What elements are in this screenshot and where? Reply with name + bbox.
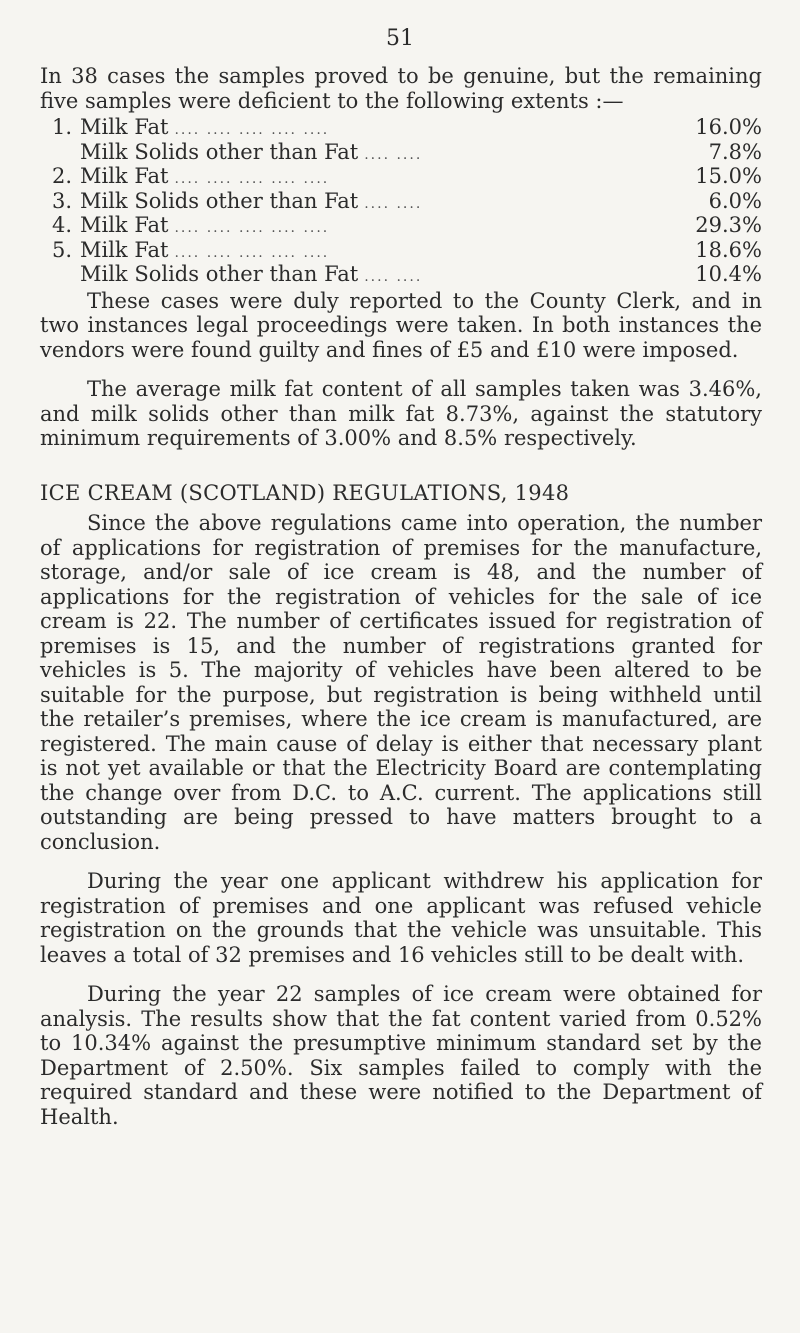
dot-leader: .... .... .... .... .... [174, 220, 330, 236]
since-paragraph: Since the above regulations came into operation, the number of applications for registration of premises for the manufacture, storage, and/or sale of ice cream is 48, and the number of applications for the registration of vehicles for the sale of ice cream is 22. The number of certificates issued for registration of premises is 15, and the number of registrations granted for vehicles is 5. The majority of vehicles have been altered to be suitable for the purpose, but registration is being withheld until the retailer’s premises, where the ice cream is manufactured, are registered. The main cause of delay is either that necessary plant is not yet available or that the Electricity Board are contemplating the change over from D.C. to A.C. current. The applications still outstanding are being pressed to have matters brought to a conclusion. [40, 511, 762, 854]
dot-leader: .... .... [364, 195, 423, 212]
page-number: 51 [386, 26, 414, 51]
document-body [40, 64, 762, 1129]
withdrew-paragraph: During the year one applicant withdrew his application for registration of premises and one applicant was refused vehicle registration on the grounds that the vehicle was unsuitable. This leaves a total of 32 premises and 16 vehicles still to be dealt with. [40, 869, 762, 967]
dot-leader: .... .... .... .... .... [174, 171, 330, 187]
sample-label: Milk Solids other than Fat [80, 262, 359, 286]
sample-number: 5. [51, 237, 72, 262]
deficient-samples-list [40, 115, 762, 287]
sample-label: Milk Fat [80, 237, 169, 262]
sample-row [40, 140, 762, 165]
sample-number: 1. [51, 115, 72, 139]
sample-label: Milk Solids other than Fat [80, 188, 359, 213]
sample-label: Milk Fat [80, 164, 169, 188]
samples-obtained-paragraph: During the year 22 samples of ice cream were obtained for analysis. The results show that the fat content varied from 0.52% to 10.34% against the presumptive minimum standard set by the Department of 2.50%. Six samples failed to comply with the required standard and these were notified to the Department of Health. [40, 982, 762, 1129]
sample-value: 15.0% [695, 164, 762, 188]
dot-leader: .... .... .... .... .... [174, 122, 330, 138]
sample-number: 3. [51, 188, 72, 213]
sample-row [40, 189, 762, 214]
sample-row [40, 213, 762, 238]
dot-leader: .... .... [364, 146, 423, 163]
sample-value: 29.3% [695, 213, 762, 237]
average-paragraph: The average milk fat content of all samples taken was 3.46%, and milk solids other than milk fat 8.73%, against the statutory minimum requirements of 3.00% and 8.5% respectively. [40, 377, 762, 450]
sample-label: Milk Fat [80, 213, 169, 237]
reported-paragraph: These cases were duly reported to the County Clerk, and in two instances legal proceedings were taken. In both instances the vendors were found guilty and fines of £5 and £10 were imposed. [40, 288, 762, 362]
sample-value: 6.0% [708, 188, 762, 213]
sample-row [40, 164, 762, 189]
sample-label: Milk Fat [80, 115, 169, 139]
dot-leader: .... .... .... .... .... [174, 244, 330, 261]
sample-value: 16.0% [695, 115, 762, 139]
intro-paragraph: In 38 cases the samples proved to be genuine, but the remaining five samples were deficient to the following extents :— [40, 64, 762, 113]
sample-label: Milk Solids other than Fat [80, 139, 359, 164]
sample-row [40, 115, 762, 140]
sample-row [40, 262, 762, 287]
section-heading: ICE CREAM (SCOTLAND) REGULATIONS, 1948 [40, 480, 570, 505]
dot-leader: .... .... [364, 269, 423, 285]
sample-number: 4. [51, 213, 72, 237]
sample-value: 7.8% [708, 139, 762, 164]
sample-value: 18.6% [695, 237, 762, 262]
sample-number: 2. [51, 164, 72, 188]
sample-row [40, 238, 762, 263]
sample-value: 10.4% [695, 262, 762, 286]
